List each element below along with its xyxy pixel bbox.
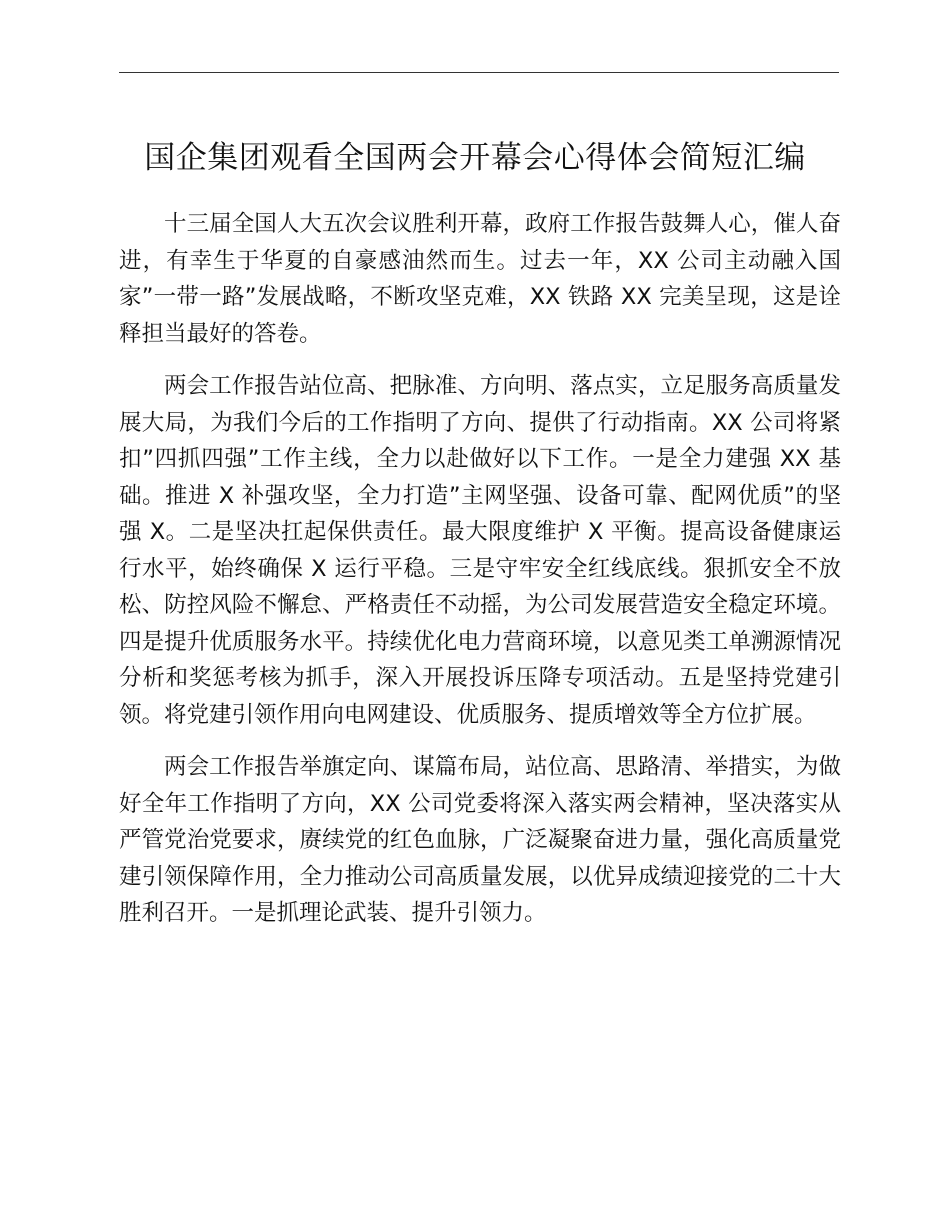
paragraph-2: 两会工作报告站位高、把脉准、方向明、落点实，立足服务高质量发展大局，为我们今后的工作指明了方向、提供了行动指南。XX 公司将紧扣”四抓四强”工作主线，全力以赴做好以下工作。一是全力建强 XX 基础。推进 X 补强攻坚，全力打造”主网坚强、设备可靠、配网优质”的坚强 X。二是坚决扛起保供责任。最大限度维护 X 平衡。提高设备健康运行水平，始终确保 X 运行平稳。三是守牢安全红线底线。狠抓安全不放松、防控风险不懈怠、严格责任不动摇，为公司发展营造安全稳定环境。四是提升优质服务水平。持续优化电力营商环境，以意见类工单溯源情况分析和奖惩考核为抓手，深入开展投诉压降专项活动。五是坚持党建引领。将党建引领作用向电网建设、优质服务、提质增效等全方位扩展。 — [119, 373, 841, 728]
document-body — [119, 206, 841, 948]
document-title: 国企集团观看全国两会开幕会心得体会简短汇编 — [144, 140, 806, 176]
header-rule — [119, 72, 839, 73]
paragraph-3: 两会工作报告举旗定向、谋篇布局，站位高、思路清、举措实，为做好全年工作指明了方向，XX 公司党委将深入落实两会精神，坚决落实从严管党治党要求，赓续党的红色血脉，广泛凝聚奋进力量，强化高质量党建引领保障作用，全力推动公司高质量发展，以优异成绩迎接党的二十大胜利召开。一是抓理论武装、提升引领力。 — [119, 754, 841, 926]
paragraph-1: 十三届全国人大五次会议胜利开幕，政府工作报告鼓舞人心，催人奋进，有幸生于华夏的自豪感油然而生。过去一年，XX 公司主动融入国家”一带一路”发展战略，不断攻坚克难，XX 铁路 XX 完美呈现，这是诠释担当最好的答卷。 — [119, 211, 841, 347]
